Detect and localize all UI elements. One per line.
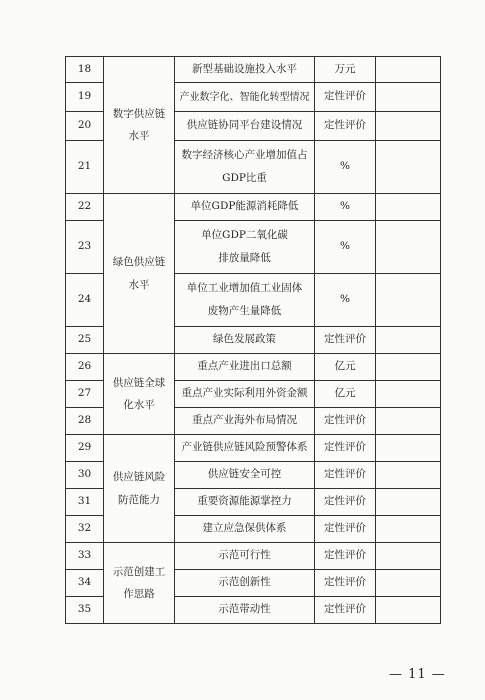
row-number: 18 [66,57,104,83]
category-label: 数字供应链水平 [112,107,166,142]
note-cell [376,489,441,516]
indicator-cell: 重点产业海外布局情况 [175,408,315,435]
row-number: 26 [66,354,104,381]
row-number: 24 [66,274,104,327]
indicator-cell: 重点产业实际利用外资金额 [175,381,315,408]
unit-cell: % [315,141,376,194]
indicator-cell: 重要资源能源掌控力 [175,489,315,516]
category-label: 绿色供应链水平 [112,256,166,291]
note-cell [376,354,441,381]
row-number: 28 [66,408,104,435]
indicator-cell: 绿色发展政策 [175,327,315,354]
note-cell [376,381,441,408]
table-row [66,354,441,381]
row-number: 20 [66,112,104,141]
unit-cell: % [315,194,376,221]
table-row [66,543,441,570]
row-number: 29 [66,435,104,462]
page-number: — 11 — [389,667,446,682]
note-cell [376,83,441,112]
category-cell [104,543,175,624]
row-number: 22 [66,194,104,221]
row-number: 25 [66,327,104,354]
unit-cell: 定性评价 [315,516,376,543]
category-cell [104,57,175,194]
note-cell [376,462,441,489]
unit-cell: 定性评价 [315,570,376,597]
unit-cell: 定性评价 [315,327,376,354]
category-label: 示范创建工作思路 [112,565,166,600]
category-label: 供应链全球化水平 [112,376,166,411]
note-cell [376,516,441,543]
unit-cell: 定性评价 [315,462,376,489]
indicator-cell [175,221,315,274]
indicator-cell: 新型基础设施投入水平 [175,57,315,83]
row-number: 19 [66,83,104,112]
unit-cell: 定性评价 [315,83,376,112]
row-number: 33 [66,543,104,570]
indicator-cell: 示范带动性 [175,597,315,624]
unit-cell: 定性评价 [315,597,376,624]
row-number: 21 [66,141,104,194]
indicator-cell: 单位GDP能源消耗降低 [175,194,315,221]
table-row [66,57,441,83]
note-cell [376,112,441,141]
indicator-cell [175,274,315,327]
unit-cell: 定性评价 [315,408,376,435]
indicator-text: 数字经济核心产业增加值占GDP比重 [181,148,308,184]
indicator-cell: 示范可行性 [175,543,315,570]
category-cell [104,194,175,354]
row-number: 23 [66,221,104,274]
indicator-cell: 产业链供应链风险预警体系 [175,435,315,462]
unit-cell: 定性评价 [315,489,376,516]
note-cell [376,274,441,327]
row-number: 31 [66,489,104,516]
indicator-cell [175,141,315,194]
indicator-text: 单位GDP二氧化碳排放量降低 [201,228,288,264]
note-cell [376,435,441,462]
indicator-table [65,56,441,624]
indicator-text: 单位工业增加值工业固体废物产生量降低 [186,281,303,317]
row-number: 30 [66,462,104,489]
indicator-cell: 建立应急保供体系 [175,516,315,543]
category-label: 供应链风险防范能力 [112,471,166,506]
unit-cell: % [315,221,376,274]
note-cell [376,194,441,221]
note-cell [376,570,441,597]
note-cell [376,141,441,194]
indicator-cell: 产业数字化、智能化转型情况 [175,83,315,112]
category-cell [104,354,175,435]
indicator-cell: 供应链协同平台建设情况 [175,112,315,141]
row-number: 32 [66,516,104,543]
indicator-cell: 供应链安全可控 [175,462,315,489]
note-cell [376,408,441,435]
note-cell [376,543,441,570]
table-row [66,435,441,462]
unit-cell: % [315,274,376,327]
row-number: 27 [66,381,104,408]
unit-cell: 定性评价 [315,543,376,570]
row-number: 35 [66,597,104,624]
table-row [66,194,441,221]
indicator-cell: 示范创新性 [175,570,315,597]
category-cell [104,435,175,543]
note-cell [376,597,441,624]
unit-cell: 亿元 [315,354,376,381]
note-cell [376,57,441,83]
note-cell [376,221,441,274]
note-cell [376,327,441,354]
indicator-cell: 重点产业进出口总额 [175,354,315,381]
unit-cell: 亿元 [315,381,376,408]
unit-cell: 定性评价 [315,112,376,141]
unit-cell: 定性评价 [315,435,376,462]
unit-cell: 万元 [315,57,376,83]
row-number: 34 [66,570,104,597]
